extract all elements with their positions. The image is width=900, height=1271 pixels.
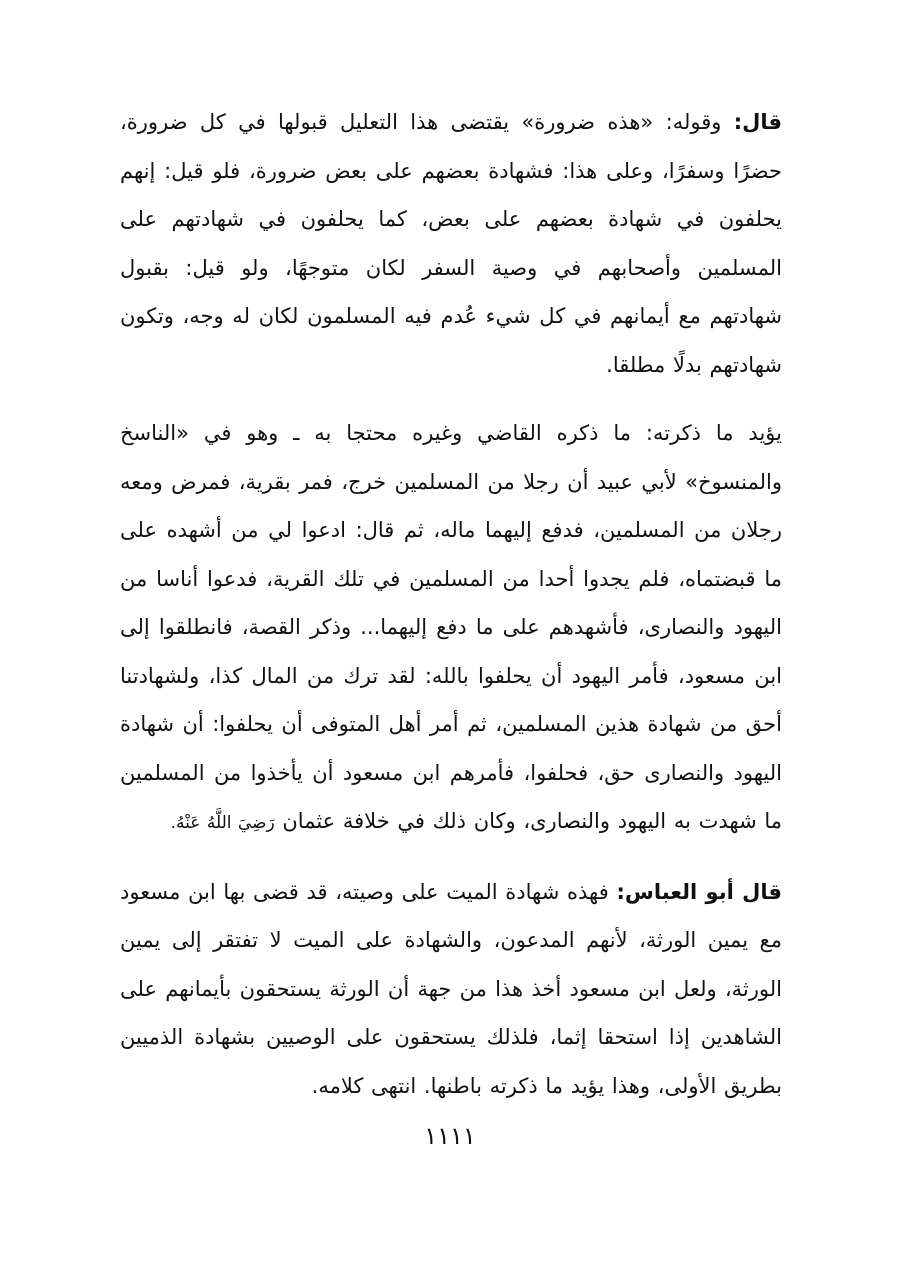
page-body <box>120 98 782 1110</box>
paragraph-1-lead: قال: <box>733 110 782 134</box>
paragraph-3-lead: قال أبو العباس: <box>616 879 782 904</box>
page-number: ١١١١ <box>424 1122 476 1150</box>
paragraph-2 <box>120 409 782 848</box>
paragraph-2-text: يؤيد ما ذكرته: ما ذكره القاضي وغيره محتجا به ـ وهو في «الناسخ والمنسوخ» لأبي عبيد أن رجلا من المسلمين خرج، فمر بقرية، فمرض ومعه رجلان من المسلمين، فدفع إليهما ماله، ثم قال: ادعوا لي من أشهده على ما قبضتماه، فلم يجدوا أحدا من المسلمين في تلك القرية، فدعوا أناسا من اليهود والنصارى، فأشهدهم على ما دفع إليهما... وذكر القصة، فانطلقوا إلى ابن مسعود، فأمر اليهود أن يحلفوا بالله: لقد ترك من المال كذا، ولشهادتنا أحق من شهادة هذين المسلمين، ثم أمر أهل المتوفى أن يحلفوا: أن شهادة اليهود والنصارى حق، فحلفوا، فأمرهم ابن مسعود أن يأخذوا من المسلمين ما شهدت به اليهود والنصارى، وكان ذلك في خلافة عثمان <box>120 421 782 833</box>
honorific-phrase: رَضِيَ اللَّهُ عَنْهُ. <box>170 813 275 833</box>
paragraph-1 <box>120 98 782 389</box>
paragraph-3-text: فهذه شهادة الميت على وصيته، قد قضى بها ابن مسعود مع يمين الورثة، لأنهم المدعون، والشهادة على الميت لا تفتقر إلى يمين الورثة، ولعل ابن مسعود أخذ هذا من جهة أن الورثة يستحقون بأيمانهم على الشاهدين إذا استحقا إثما، فلذلك يستحقون على الوصيين بشهادة الذميين بطريق الأولى، وهذا يؤيد ما ذكرته باطنها. انتهى كلامه. <box>120 879 782 1098</box>
paragraph-3 <box>120 868 782 1111</box>
paragraph-1-text: وقوله: «هذه ضرورة» يقتضى هذا التعليل قبولها في كل ضرورة، حضرًا وسفرًا، وعلى هذا: فشهادة بعضهم على بعض ضرورة، فلو قيل: إنهم يحلفون في شهادة بعضهم على بعض، كما يحلفون في شهادتهم على المسلمين وأصحابهم في وصية السفر لكان متوجهًا، ولو قيل: بقبول شهادتهم مع أيمانهم في كل شيء عُدم فيه المسلمون لكان له وجه، وتكون شهادتهم بدلًا مطلقا. <box>120 110 782 377</box>
